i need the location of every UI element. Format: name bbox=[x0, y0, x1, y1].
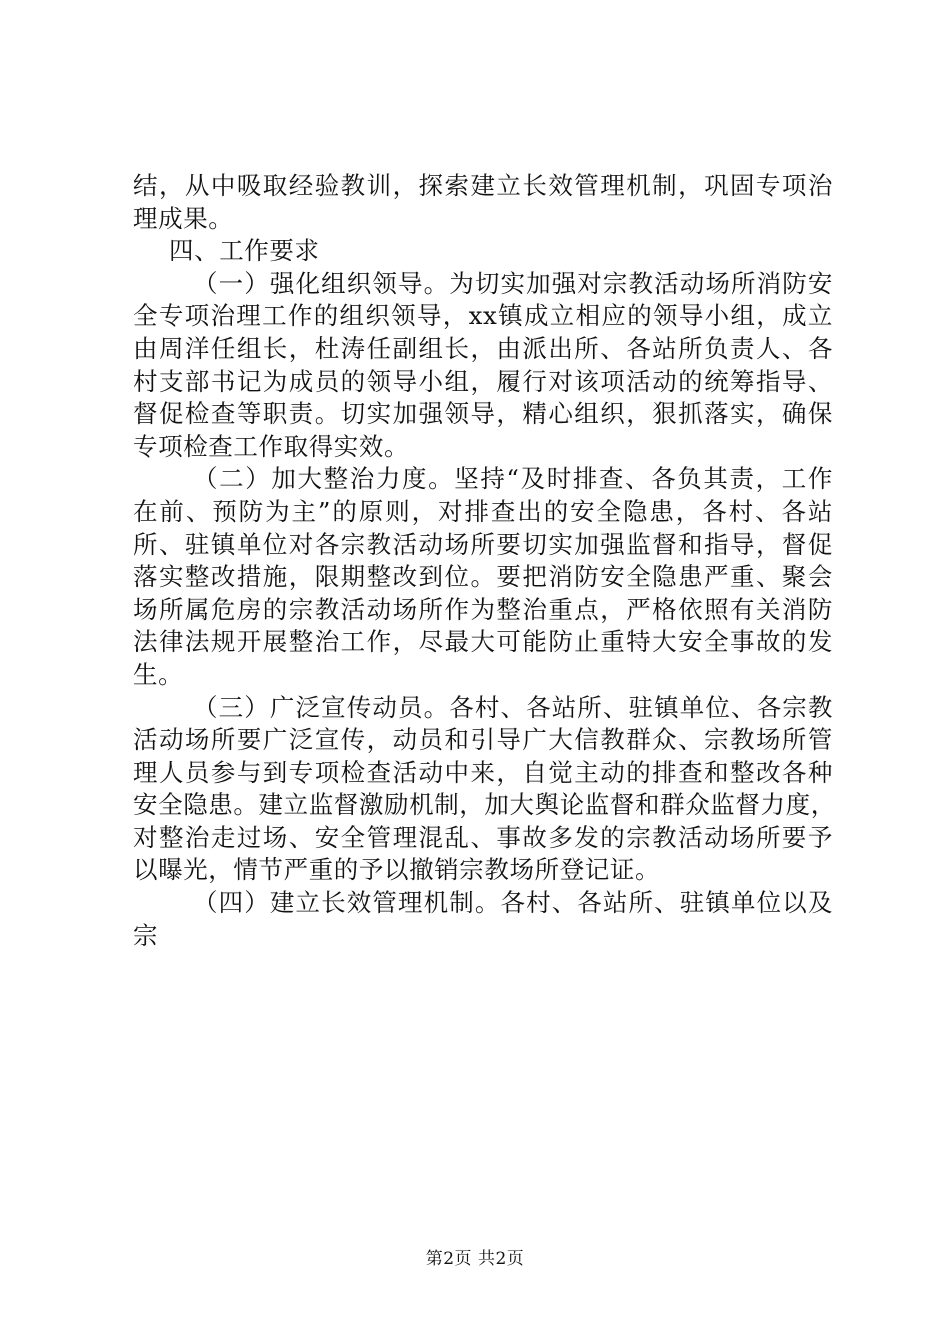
text-line: 法律法规开展整治工作，尽最大可能防止重特大安全事故的发 bbox=[133, 627, 833, 657]
text-line: 以曝光，情节严重的予以撤销宗教场所登记证。 bbox=[133, 855, 661, 885]
text-line: 落实整改措施，限期整改到位。要把消防安全隐患严重、聚会 bbox=[133, 562, 833, 592]
paragraph-heading-line: （三）广泛宣传动员。各村、各站所、驻镇单位、各宗教 bbox=[193, 692, 833, 722]
text-line: 安全隐患。建立监督激励机制，加大舆论监督和群众监督力度， bbox=[133, 790, 836, 820]
text-line: 场所属危房的宗教活动场所作为整治重点，严格依照有关消防 bbox=[133, 594, 833, 624]
text-line: 理成果。 bbox=[133, 203, 234, 233]
text-line: 结，从中吸取经验教训，探索建立长效管理机制，巩固专项治 bbox=[133, 171, 833, 200]
text-line: 生。 bbox=[133, 659, 184, 689]
text-line: 督促检查等职责。切实加强领导，精心组织，狠抓落实，确保 bbox=[133, 399, 833, 429]
paragraph-heading-line: （二）加大整治力度。坚持“及时排查、各负其责，工作 bbox=[193, 464, 833, 494]
text-line: 活动场所要广泛宣传，动员和引导广大信教群众、宗教场所管 bbox=[133, 725, 833, 755]
text-line: 专项检查工作取得实效。 bbox=[133, 431, 410, 461]
paragraph-heading-line: （一）强化组织领导。为切实加强对宗教活动场所消防安 bbox=[193, 268, 833, 298]
text-line: 村支部书记为成员的领导小组，履行对该项活动的统筹指导、 bbox=[133, 366, 833, 396]
text-line: 由周洋任组长，杜涛任副组长，由派出所、各站所负责人、各 bbox=[133, 333, 833, 363]
section-heading: 四、工作要求 bbox=[169, 236, 320, 266]
text-line: 所、驻镇单位对各宗教活动场所要切实加强监督和指导，督促 bbox=[133, 529, 833, 559]
text-line: 宗 bbox=[133, 920, 159, 950]
text-line: 对整治走过场、安全管理混乱、事故多发的宗教活动场所要予 bbox=[133, 822, 833, 852]
page-number-footer: 第2页 共2页 bbox=[425, 1249, 525, 1269]
paragraph-heading-line: （四）建立长效管理机制。各村、各站所、驻镇单位以及 bbox=[193, 888, 833, 918]
text-line: 在前、预防为主”的原则，对排查出的安全隐患，各村、各站 bbox=[133, 496, 833, 526]
text-line: 全专项治理工作的组织领导，xx镇成立相应的领导小组，成立 bbox=[133, 301, 833, 331]
text-line: 理人员参与到专项检查活动中来，自觉主动的排查和整改各种 bbox=[133, 757, 833, 787]
document-body bbox=[133, 170, 836, 952]
